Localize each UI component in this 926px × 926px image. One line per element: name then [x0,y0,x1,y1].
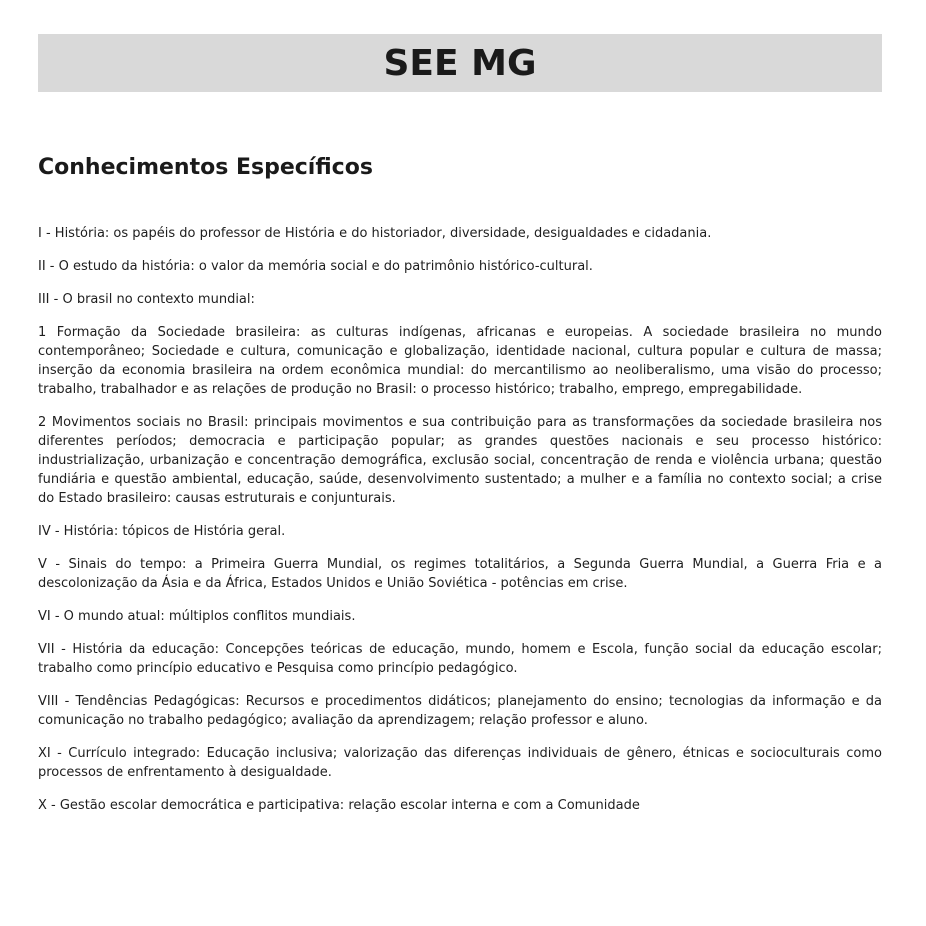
syllabus-item-8: VIII - Tendências Pedagógicas: Recursos e procedimentos didáticos; planejamento do ensino; tecnologias da informação e da comunicação no trabalho pedagógico; avaliação da aprendizagem; relação professor e aluno. [38,694,882,728]
syllabus-item-6: VI - O mundo atual: múltiplos conflitos mundiais. [38,609,356,624]
syllabus-item-4: IV - História: tópicos de História geral. [38,524,286,539]
syllabus-item-2: II - O estudo da história: o valor da memória social e do patrimônio histórico-cultural. [38,259,593,274]
syllabus-item-3-1: 1 Formação da Sociedade brasileira: as culturas indígenas, africanas e europeias. A sociedade brasileira no mundo contemporâneo; Sociedade e cultura, comunicação e globalização, identidade nacional, cultura popular e cultura de massa; inserção da economia brasileira na ordem econômica mundial: do mercantilismo ao neoliberalismo, uma visão do processo; trabalho, trabalhador e as relações de produção no Brasil: o processo histórico; trabalho, emprego, empregabilidade. [38,325,882,397]
section-title: Conhecimentos Específicos [38,155,373,180]
syllabus-item-3: III - O brasil no contexto mundial: [38,292,255,307]
header-title: SEE MG [383,42,537,84]
syllabus-item-5: V - Sinais do tempo: a Primeira Guerra Mundial, os regimes totalitários, a Segunda Guerra Mundial, a Guerra Fria e a descolonização da Ásia e da África, Estados Unidos e União Soviética - potências em crise. [38,557,882,591]
syllabus-item-10: X - Gestão escolar democrática e participativa: relação escolar interna e com a Comunidade [38,798,640,813]
syllabus-content [38,224,882,829]
syllabus-item-11: XI - Currículo integrado: Educação inclusiva; valorização das diferenças individuais de gênero, étnicas e socioculturais como processos de enfrentamento à desigualdade. [38,746,882,780]
header-band [38,34,882,92]
syllabus-item-3-2: 2 Movimentos sociais no Brasil: principais movimentos e sua contribuição para as transformações da sociedade brasileira nos diferentes períodos; democracia e participação popular; as grandes questões nacionais e seu processo histórico: industrialização, urbanização e concentração demográfica, exclusão social, concentração de renda e violência urbana; questão fundiária e questão ambiental, educação, saúde, desenvolvimento sustentado; a mulher e a família no contexto social; a crise do Estado brasileiro: causas estruturais e conjunturais. [38,415,882,506]
syllabus-item-7: VII - História da educação: Concepções teóricas de educação, mundo, homem e Escola, função social da educação escolar; trabalho como princípio educativo e Pesquisa como princípio pedagógico. [38,642,882,676]
syllabus-item-1: I - História: os papéis do professor de História e do historiador, diversidade, desigualdades e cidadania. [38,226,712,241]
